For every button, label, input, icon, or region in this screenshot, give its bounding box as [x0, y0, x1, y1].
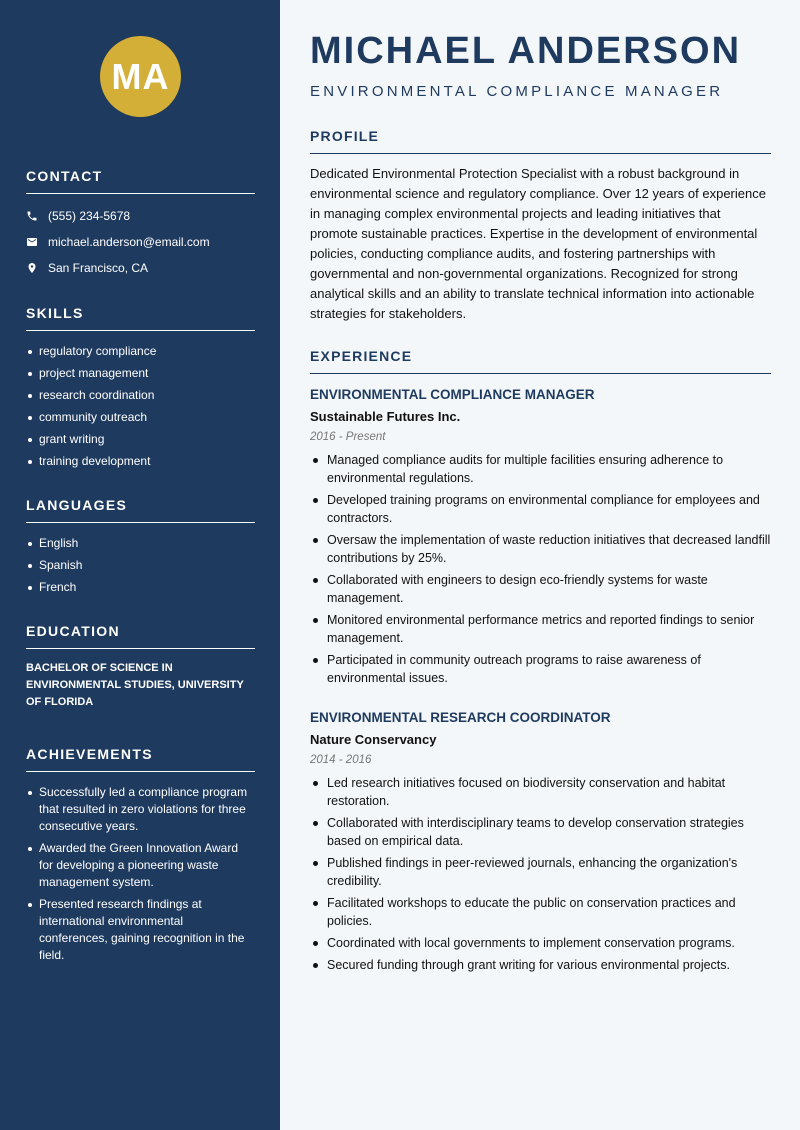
languages-heading: LANGUAGES [26, 497, 255, 523]
contact-location [26, 255, 255, 281]
list-item: French [26, 579, 255, 596]
list-item: Presented research findings at international environmental conferences, gaining recognition in the field. [26, 896, 255, 964]
list-item: Monitored environmental performance metrics and reported findings to senior management. [310, 611, 771, 647]
list-item: Coordinated with local governments to implement conservation programs. [310, 934, 771, 952]
list-item: Spanish [26, 557, 255, 574]
phone-text: (555) 234-5678 [48, 209, 131, 223]
job-bullets [310, 774, 771, 974]
job-dates: 2016 - Present [310, 431, 386, 443]
languages-list [26, 535, 255, 596]
job-bullets [310, 451, 771, 687]
experience-section [310, 348, 771, 374]
list-item: Managed compliance audits for multiple facilities ensuring adherence to environmental regulations. [310, 451, 771, 487]
experience-heading: EXPERIENCE [310, 348, 771, 374]
list-item: Collaborated with interdisciplinary teams to develop conservation strategies based on empirical data. [310, 814, 771, 850]
list-item: English [26, 535, 255, 552]
avatar: MA [100, 36, 181, 117]
location-pin-icon [26, 262, 48, 274]
list-item: Facilitated workshops to educate the public on conservation practices and policies. [310, 894, 771, 930]
job-company: Nature Conservancy [310, 732, 437, 747]
skills-list [26, 343, 255, 470]
achievements-heading: ACHIEVEMENTS [26, 746, 255, 772]
profile-heading: PROFILE [310, 128, 771, 154]
profile-text: Dedicated Environmental Protection Specialist with a robust background in environmental science and regulatory compliance. Over 12 years of experience in managing complex environmental projects and leading initiatives that promote sustainable practices. Expertise in the development of environmental policies, conducting compliance audits, and fostering partnerships with governmental and non-governmental organizations. Recognized for strong analytical skills and an ability to translate technical information into actionable strategies for stakeholders. [310, 166, 766, 321]
skills-section [26, 305, 255, 475]
list-item: Participated in community outreach programs to raise awareness of environmental issues. [310, 651, 771, 687]
phone-icon [26, 210, 48, 222]
education-degree: BACHELOR OF SCIENCE IN ENVIRONMENTAL STUDIES, UNIVERSITY OF FLORIDA [26, 662, 244, 708]
list-item: research coordination [26, 387, 255, 404]
skills-heading: SKILLS [26, 305, 255, 331]
list-item: Collaborated with engineers to design eco-friendly systems for waste management. [310, 571, 771, 607]
list-item: training development [26, 453, 255, 470]
contact-heading: CONTACT [26, 168, 255, 194]
list-item: Awarded the Green Innovation Award for developing a pioneering waste management system. [26, 840, 255, 891]
job-title: ENVIRONMENTAL RESEARCH COORDINATOR [310, 710, 611, 725]
list-item: Led research initiatives focused on biodiversity conservation and habitat restoration. [310, 774, 771, 810]
sidebar [0, 0, 280, 1130]
education-heading: EDUCATION [26, 623, 255, 649]
education-section [26, 623, 255, 711]
contact-section [26, 168, 255, 281]
list-item: regulatory compliance [26, 343, 255, 360]
contact-phone [26, 203, 255, 229]
list-item: community outreach [26, 409, 255, 426]
list-item: Published findings in peer-reviewed journals, enhancing the organization's credibility. [310, 854, 771, 890]
job-company: Sustainable Futures Inc. [310, 409, 461, 424]
list-item: Secured funding through grant writing for various environmental projects. [310, 956, 771, 974]
job-title: ENVIRONMENTAL COMPLIANCE MANAGER [310, 387, 595, 402]
job-entry [310, 710, 771, 978]
candidate-name: MICHAEL ANDERSON [310, 30, 742, 72]
achievements-list [26, 784, 255, 964]
mail-icon [26, 236, 48, 248]
list-item: Developed training programs on environmental compliance for employees and contractors. [310, 491, 771, 527]
email-text[interactable]: michael.anderson@email.com [48, 235, 210, 249]
achievements-section [26, 746, 255, 969]
contact-email [26, 229, 255, 255]
list-item: Oversaw the implementation of waste reduction initiatives that decreased landfill contributions by 25%. [310, 531, 771, 567]
job-dates: 2014 - 2016 [310, 754, 372, 766]
languages-section [26, 497, 255, 601]
list-item: grant writing [26, 431, 255, 448]
list-item: project management [26, 365, 255, 382]
list-item: Successfully led a compliance program that resulted in zero violations for three consecutive years. [26, 784, 255, 835]
profile-section [310, 128, 771, 324]
job-title-subtitle: ENVIRONMENTAL COMPLIANCE MANAGER [310, 83, 724, 100]
job-entry [310, 387, 771, 691]
location-text: San Francisco, CA [48, 261, 149, 275]
